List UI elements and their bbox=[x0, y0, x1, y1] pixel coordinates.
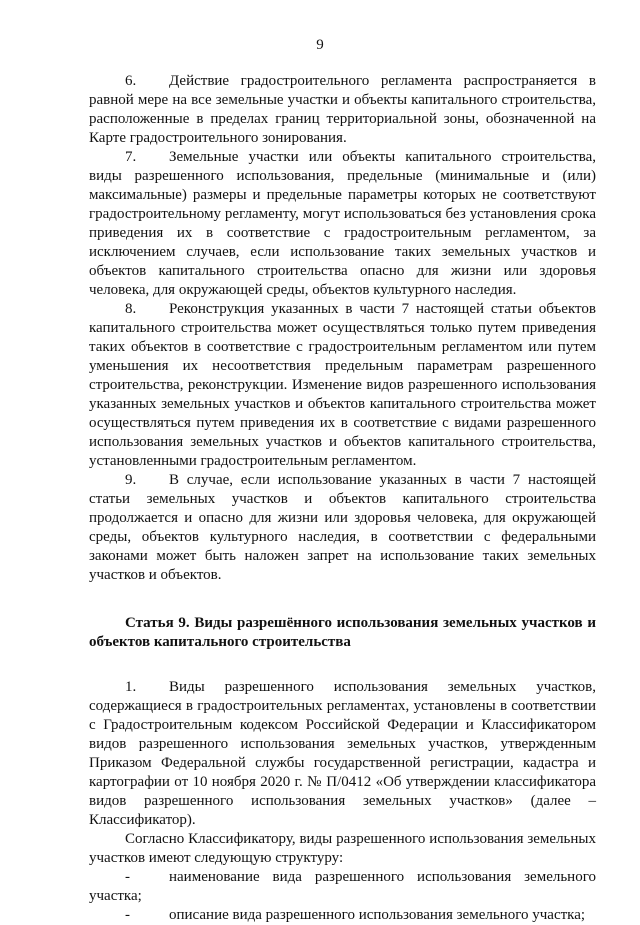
paragraph-number: 6. bbox=[125, 73, 137, 89]
paragraph-number: 7. bbox=[125, 149, 137, 165]
structure-list-item bbox=[89, 868, 596, 906]
classifier-structure-intro bbox=[89, 830, 596, 868]
article-paragraph-1 bbox=[89, 678, 596, 830]
paragraph-number: 9. bbox=[125, 472, 137, 488]
paragraph-text: Действие градостроительного регламента распространяется в равной мере на все земельные участки и объекты капитального строительства, расположенные в пределах границ территориальной зоны, обозначенной на Карте градостроительного зонирования. bbox=[89, 73, 596, 146]
article-heading: Статья 9. Виды разрешённого использования земельных участков и объектов капитального строительства bbox=[89, 615, 596, 650]
list-dash: - bbox=[125, 907, 130, 923]
paragraph-7 bbox=[89, 148, 596, 300]
list-dash: - bbox=[125, 869, 130, 885]
paragraph-number: 1. bbox=[125, 679, 137, 695]
paragraph-8 bbox=[89, 300, 596, 471]
paragraph-text: Виды разрешенного использования земельных участков, содержащиеся в градостроительных регламентах, установлены в соответствии с Градостроительным кодексом Российской Федерации и Классификатором видов разрешенного использования земельных участков, утвержденным Приказом Федеральной службы государственной регистрации, кадастра и картографии от 10 ноября 2020 г. № П/0412 «Об утверждении классификатора видов разрешенного использования земельных участков» (далее – Классификатор). bbox=[89, 679, 596, 828]
paragraph-number: 8. bbox=[125, 301, 137, 317]
document-body bbox=[89, 72, 596, 925]
structure-list-item bbox=[89, 906, 596, 925]
list-item-text: наименование вида разрешенного использования земельного участка; bbox=[89, 869, 596, 904]
paragraph-text: Земельные участки или объекты капитального строительства, виды разрешенного использования, предельные (минимальные и (или) максимальные) размеры и предельные параметры которых не соответствуют градостроительному регламенту, могут использоваться без установления срока приведения их в соответствие с градостроительным регламентом, за исключением случаев, если использование таких земельных участков и объектов капитального строительства опасно для жизни или здоровья человека, для окружающей среды, объектов культурного наследия. bbox=[89, 149, 596, 298]
paragraph-9 bbox=[89, 471, 596, 585]
paragraph-text: Согласно Классификатору, виды разрешенного использования земельных участков имеют следующую структуру: bbox=[89, 831, 596, 866]
paragraph-6 bbox=[89, 72, 596, 148]
list-item-text: описание вида разрешенного использования земельного участка; bbox=[169, 907, 586, 923]
page-number: 9 bbox=[316, 37, 324, 53]
paragraph-text: Реконструкция указанных в части 7 настоящей статьи объектов капитального строительства может осуществляться только путем приведения таких объектов в соответствие с градостроительным регламентом или путем уменьшения их несоответствия предельным параметрам разрешенного строительства, реконструкции. Изменение видов разрешенного использования указанных земельных участков и объектов капитального строительства может осуществляться путем приведения их в соответствие с видами разрешенного использования земельных участков и объектов капитального строительства, установленными градостроительным регламентом. bbox=[89, 301, 596, 469]
paragraph-text: В случае, если использование указанных в части 7 настоящей статьи земельных участков и объектов капитального строительства продолжается и опасно для жизни или здоровья человека, для окружающей среды, объектов культурного наследия, в соответствии с федеральными законами может быть наложен запрет на использование таких земельных участков и объектов. bbox=[89, 472, 596, 583]
